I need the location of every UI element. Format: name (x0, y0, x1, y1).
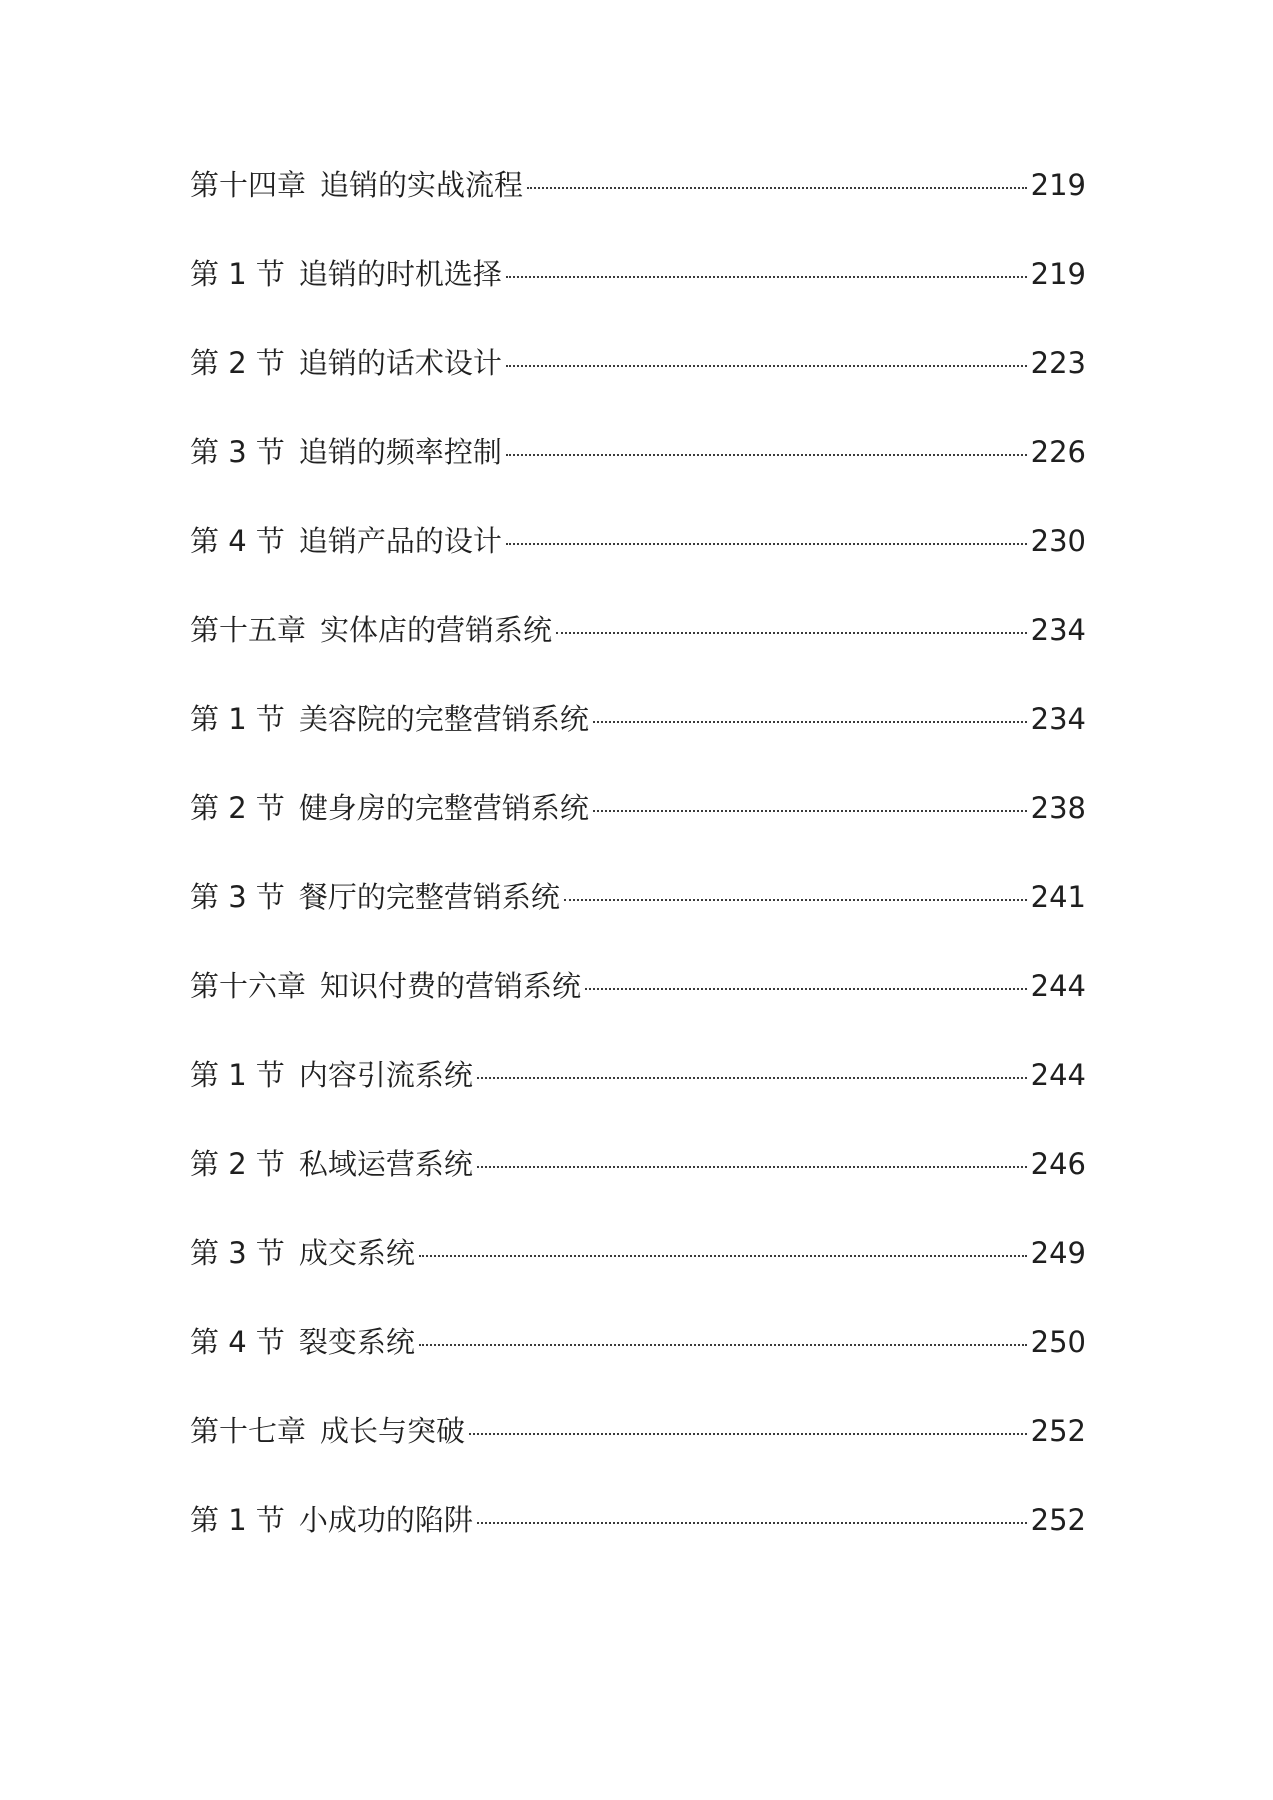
entry-page-number: 238 (1030, 791, 1086, 825)
toc-entry-ch14[interactable] (190, 168, 1086, 257)
entry-number: 第 3 节 (190, 880, 285, 914)
entry-page-number: 223 (1030, 346, 1086, 380)
entry-title: 内容引流系统 (298, 1058, 473, 1092)
dot-leader (585, 988, 1027, 990)
dot-leader (506, 276, 1027, 278)
dot-leader (419, 1255, 1027, 1257)
entry-title: 追销的实战流程 (320, 168, 524, 202)
entry-page-number: 234 (1030, 702, 1086, 736)
toc-entry-ch15-s3[interactable] (190, 880, 1086, 969)
toc-entry-ch17-s1[interactable] (190, 1503, 1086, 1592)
entry-page-number: 230 (1030, 524, 1086, 558)
dot-leader (477, 1522, 1027, 1524)
entry-title: 追销产品的设计 (298, 524, 502, 558)
entry-page-number: 250 (1030, 1325, 1086, 1359)
toc-entry-ch15-s1[interactable] (190, 702, 1086, 791)
entry-title: 私域运营系统 (298, 1147, 473, 1181)
entry-title: 实体店的营销系统 (320, 613, 553, 647)
entry-title: 追销的话术设计 (298, 346, 502, 380)
entry-number: 第 1 节 (190, 257, 285, 291)
dot-leader (477, 1077, 1027, 1079)
entry-page-number: 249 (1030, 1236, 1086, 1270)
dot-leader (506, 543, 1027, 545)
entry-title: 知识付费的营销系统 (320, 969, 582, 1003)
entry-page-number: 244 (1030, 1058, 1086, 1092)
entry-page-number: 226 (1030, 435, 1086, 469)
entry-number: 第 1 节 (190, 1058, 285, 1092)
entry-title: 追销的时机选择 (298, 257, 502, 291)
dot-leader (527, 187, 1027, 189)
entry-page-number: 219 (1030, 168, 1086, 202)
toc-entry-ch17[interactable] (190, 1414, 1086, 1503)
entry-title: 裂变系统 (298, 1325, 415, 1359)
dot-leader (469, 1433, 1027, 1435)
entry-page-number: 234 (1030, 613, 1086, 647)
toc-entry-ch16[interactable] (190, 969, 1086, 1058)
dot-leader (593, 810, 1027, 812)
dot-leader (564, 899, 1027, 901)
dot-leader (477, 1166, 1027, 1168)
toc-entry-ch15-s2[interactable] (190, 791, 1086, 880)
toc-entry-ch16-s4[interactable] (190, 1325, 1086, 1414)
toc-entry-ch14-s2[interactable] (190, 346, 1086, 435)
toc-entry-ch15[interactable] (190, 613, 1086, 702)
entry-number: 第 4 节 (190, 524, 285, 558)
entry-number: 第 1 节 (190, 702, 285, 736)
entry-number: 第 2 节 (190, 791, 285, 825)
dot-leader (593, 721, 1027, 723)
entry-title: 小成功的陷阱 (298, 1503, 473, 1537)
entry-title: 追销的频率控制 (298, 435, 502, 469)
entry-page-number: 252 (1030, 1414, 1086, 1448)
toc-entry-ch16-s3[interactable] (190, 1236, 1086, 1325)
entry-title: 成交系统 (298, 1236, 415, 1270)
toc-entry-ch14-s1[interactable] (190, 257, 1086, 346)
dot-leader (419, 1344, 1027, 1346)
entry-number: 第十六章 (190, 969, 307, 1003)
toc-entry-ch14-s4[interactable] (190, 524, 1086, 613)
table-of-contents (190, 168, 1086, 1592)
dot-leader (556, 632, 1027, 634)
entry-page-number: 244 (1030, 969, 1086, 1003)
entry-number: 第 1 节 (190, 1503, 285, 1537)
toc-entry-ch16-s2[interactable] (190, 1147, 1086, 1236)
entry-page-number: 241 (1030, 880, 1086, 914)
entry-title: 健身房的完整营销系统 (298, 791, 589, 825)
entry-number: 第十七章 (190, 1414, 307, 1448)
dot-leader (506, 454, 1027, 456)
entry-title: 美容院的完整营销系统 (298, 702, 589, 736)
entry-page-number: 246 (1030, 1147, 1086, 1181)
entry-number: 第十四章 (190, 168, 307, 202)
toc-entry-ch16-s1[interactable] (190, 1058, 1086, 1147)
dot-leader (506, 365, 1027, 367)
entry-page-number: 252 (1030, 1503, 1086, 1537)
entry-number: 第十五章 (190, 613, 307, 647)
entry-title: 成长与突破 (320, 1414, 466, 1448)
entry-title: 餐厅的完整营销系统 (298, 880, 560, 914)
entry-number: 第 2 节 (190, 346, 285, 380)
entry-page-number: 219 (1030, 257, 1086, 291)
entry-number: 第 3 节 (190, 435, 285, 469)
entry-number: 第 3 节 (190, 1236, 285, 1270)
entry-number: 第 4 节 (190, 1325, 285, 1359)
entry-number: 第 2 节 (190, 1147, 285, 1181)
toc-entry-ch14-s3[interactable] (190, 435, 1086, 524)
